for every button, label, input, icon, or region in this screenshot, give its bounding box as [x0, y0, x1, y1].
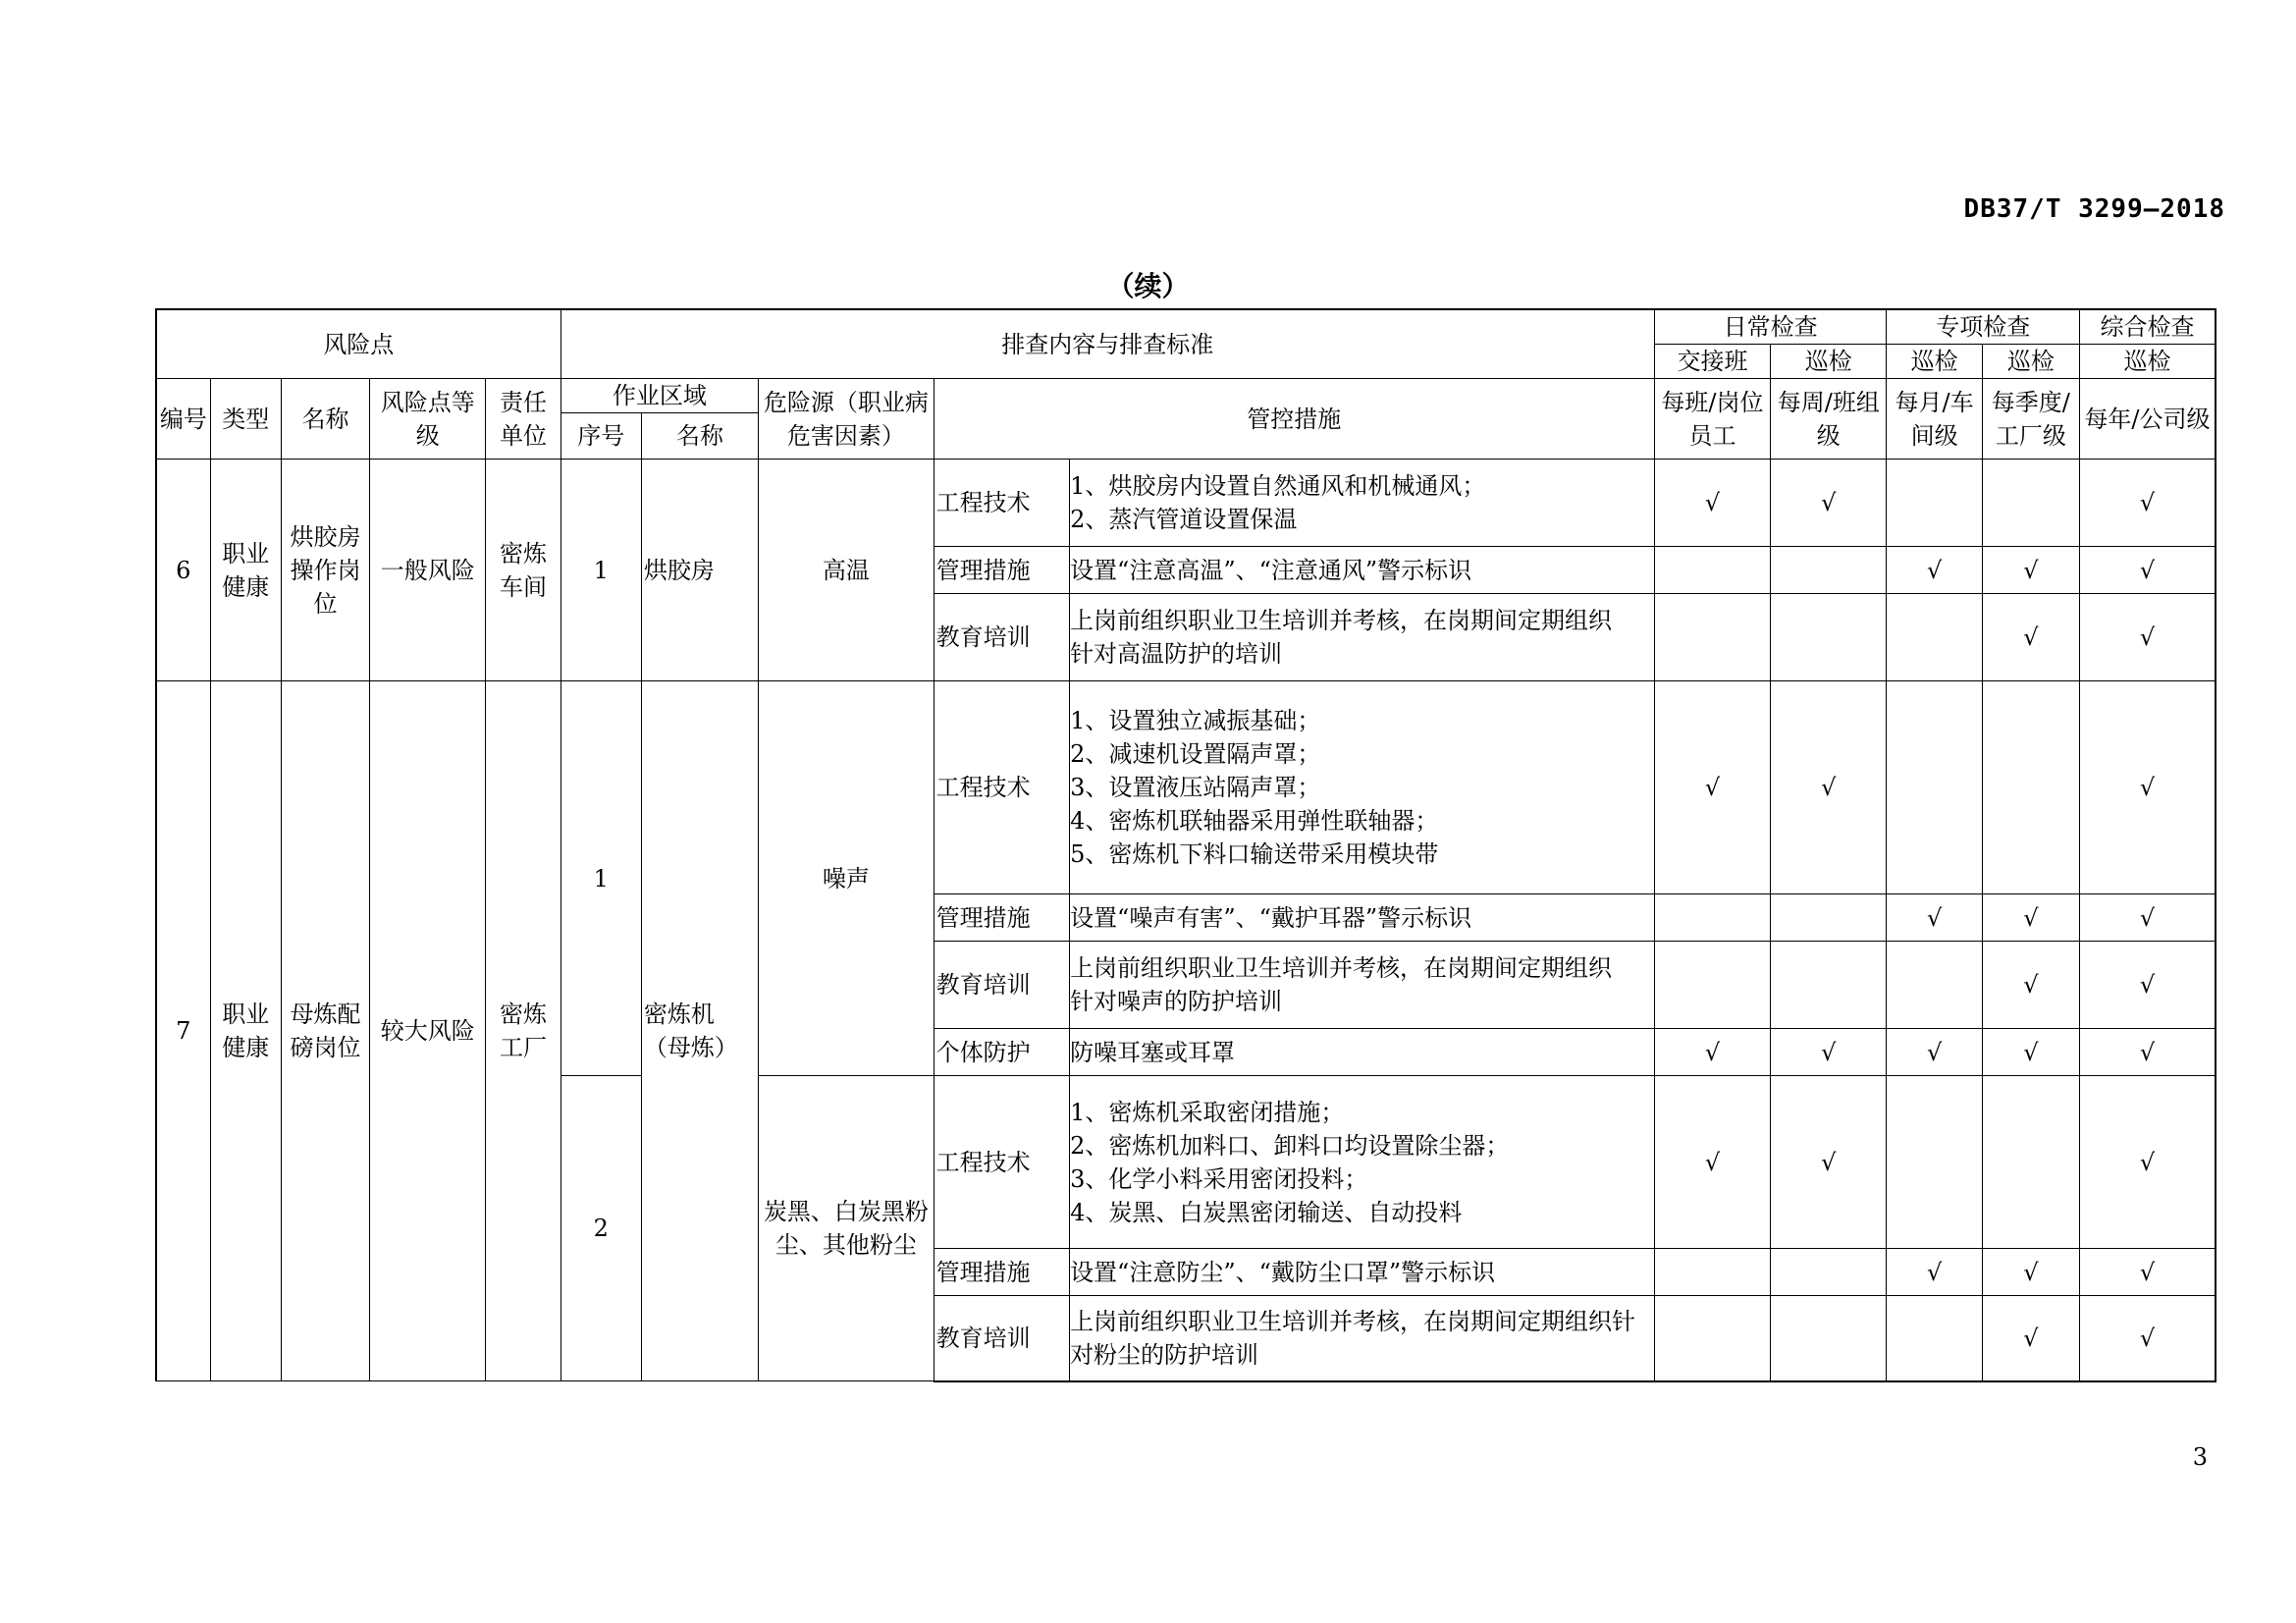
check-week	[1771, 894, 1887, 942]
measure-line: 1、烘胶房内设置自然通风和机械通风；	[1070, 472, 1486, 501]
measure-text	[1070, 460, 1655, 547]
check-month	[1887, 1076, 1982, 1249]
measure-category: 管理措施	[934, 547, 1069, 594]
daily-check-header: 日常检查	[1654, 309, 1887, 345]
col-no-header: 编号	[156, 379, 210, 460]
col-hazard-header: 危险源（职业病危害因素）	[759, 379, 934, 460]
measure-line: 上岗前组织职业卫生培训并考核，在岗期间定期组织	[1070, 954, 1613, 983]
check-year: √	[2079, 894, 2216, 942]
check-year: √	[2079, 1029, 2216, 1076]
check-shift	[1654, 894, 1770, 942]
row6-seq: 1	[561, 460, 641, 681]
check-week: √	[1771, 1029, 1887, 1076]
check-quarter: √	[1982, 1249, 2079, 1296]
col-seq-header: 序号	[561, 413, 641, 460]
measure-text	[1070, 942, 1655, 1029]
measure-text	[1070, 547, 1655, 594]
check-year: √	[2079, 681, 2216, 894]
row7-area-name: 密炼机（母炼）	[641, 681, 758, 1381]
check-week	[1771, 1296, 1887, 1381]
col-level-header: 风险点等级	[370, 379, 486, 460]
col-freq-month-header: 每月/车间级	[1887, 379, 1982, 460]
check-month: √	[1887, 1249, 1982, 1296]
col-name-header: 名称	[281, 379, 369, 460]
risk-point-group-header: 风险点	[156, 309, 561, 379]
row6-type: 职业健康	[210, 460, 281, 681]
check-year: √	[2079, 942, 2216, 1029]
measure-line: 3、化学小料采用密闭投料；	[1070, 1164, 1368, 1193]
row7-type: 职业健康	[210, 681, 281, 1381]
check-quarter	[1982, 460, 2079, 547]
measure-line: 1、密炼机采取密闭措施；	[1070, 1098, 1345, 1126]
measure-line: 设置“噪声有害”、“戴护耳器”警示标识	[1070, 903, 1472, 932]
content-group-header: 排查内容与排查标准	[561, 309, 1654, 379]
measure-line: 2、蒸汽管道设置保温	[1070, 506, 1298, 534]
check-year: √	[2079, 460, 2216, 547]
check-week: √	[1771, 1076, 1887, 1249]
check-month: √	[1887, 547, 1982, 594]
check-year: √	[2079, 594, 2216, 681]
measure-line: 上岗前组织职业卫生培训并考核，在岗期间定期组织针	[1070, 1307, 1636, 1335]
patrol-comprehensive-header: 巡检	[2079, 345, 2216, 379]
check-shift	[1654, 942, 1770, 1029]
measure-text	[1070, 894, 1655, 942]
patrol-special-2-header: 巡检	[1982, 345, 2079, 379]
row7-hazard-2: 炭黑、白炭黑粉尘、其他粉尘	[759, 1076, 934, 1381]
measure-line: 对粉尘的防护培训	[1070, 1340, 1259, 1369]
standard-code: DB37/T 3299—2018	[1963, 194, 2225, 224]
check-month: √	[1887, 894, 1982, 942]
row7-seq-1: 1	[561, 681, 641, 1076]
row6-area-name: 烘胶房	[641, 460, 758, 681]
check-quarter	[1982, 681, 2079, 894]
patrol-special-1-header: 巡检	[1887, 345, 1982, 379]
row6-unit: 密炼车间	[486, 460, 561, 681]
work-area-header: 作业区域	[561, 379, 759, 413]
measure-category: 管理措施	[934, 894, 1069, 942]
row6-hazard: 高温	[759, 460, 934, 681]
check-quarter: √	[1982, 594, 2079, 681]
measure-category: 教育培训	[934, 594, 1069, 681]
check-shift	[1654, 594, 1770, 681]
check-shift	[1654, 1249, 1770, 1296]
header-row-1	[156, 309, 2216, 345]
row6-level: 一般风险	[370, 460, 486, 681]
measure-line: 防噪耳塞或耳罩	[1070, 1038, 1236, 1066]
check-month	[1887, 1296, 1982, 1381]
measure-text	[1070, 1076, 1655, 1249]
special-check-header: 专项检查	[1887, 309, 2080, 345]
measure-line: 2、密炼机加料口、卸料口均设置除尘器；	[1070, 1131, 1510, 1160]
measure-line: 5、密炼机下料口输送带采用模块带	[1070, 840, 1439, 869]
check-shift: √	[1654, 460, 1770, 547]
check-month: √	[1887, 1029, 1982, 1076]
col-area-name-header: 名称	[641, 413, 758, 460]
check-shift: √	[1654, 1076, 1770, 1249]
measure-line: 4、密炼机联轴器采用弹性联轴器；	[1070, 807, 1439, 836]
check-month	[1887, 942, 1982, 1029]
measure-line: 2、减速机设置隔声罩；	[1070, 740, 1321, 769]
check-shift: √	[1654, 681, 1770, 894]
handover-header: 交接班	[1654, 345, 1770, 379]
row7-name: 母炼配磅岗位	[281, 681, 369, 1381]
measure-line: 针对噪声的防护培训	[1070, 988, 1283, 1016]
row6-name: 烘胶房操作岗位	[281, 460, 369, 681]
measure-text	[1070, 1029, 1655, 1076]
check-shift	[1654, 547, 1770, 594]
row7-unit: 密炼工厂	[486, 681, 561, 1381]
col-freq-shift-header: 每班/岗位员工	[1654, 379, 1770, 460]
col-freq-week-header: 每周/班组级	[1771, 379, 1887, 460]
col-measures-header: 管控措施	[934, 379, 1654, 460]
check-week	[1771, 1249, 1887, 1296]
row7-no: 7	[156, 681, 210, 1381]
col-freq-year-header: 每年/公司级	[2079, 379, 2216, 460]
table-caption: （续）	[1106, 270, 1190, 302]
comprehensive-check-header: 综合检查	[2079, 309, 2216, 345]
measure-category: 工程技术	[934, 460, 1069, 547]
measure-text	[1070, 594, 1655, 681]
row7-hazard-1: 噪声	[759, 681, 934, 1076]
row7-seq-2: 2	[561, 1076, 641, 1381]
measure-line: 1、设置独立减振基础；	[1070, 707, 1321, 735]
check-month	[1887, 460, 1982, 547]
col-freq-quarter-header: 每季度/工厂级	[1982, 379, 2079, 460]
check-shift	[1654, 1296, 1770, 1381]
check-quarter	[1982, 1076, 2079, 1249]
check-quarter: √	[1982, 1296, 2079, 1381]
table-row	[156, 460, 2216, 547]
measure-line: 3、设置液压站隔声罩；	[1070, 774, 1321, 802]
check-year: √	[2079, 1076, 2216, 1249]
measure-category: 工程技术	[934, 681, 1069, 894]
measure-line: 4、炭黑、白炭黑密闭输送、自动投料	[1070, 1198, 1463, 1226]
measure-line: 设置“注意防尘”、“戴防尘口罩”警示标识	[1070, 1258, 1496, 1286]
check-year: √	[2079, 547, 2216, 594]
check-shift: √	[1654, 1029, 1770, 1076]
check-month	[1887, 681, 1982, 894]
measure-category: 教育培训	[934, 942, 1069, 1029]
check-year: √	[2079, 1296, 2216, 1381]
measure-category: 教育培训	[934, 1296, 1069, 1381]
measure-line: 上岗前组织职业卫生培训并考核，在岗期间定期组织	[1070, 607, 1613, 635]
measure-line: 针对高温防护的培训	[1070, 640, 1283, 669]
measure-text	[1070, 681, 1655, 894]
check-year: √	[2079, 1249, 2216, 1296]
risk-check-table	[155, 308, 2216, 1382]
patrol-daily-header: 巡检	[1771, 345, 1887, 379]
check-quarter: √	[1982, 547, 2079, 594]
table-row	[156, 681, 2216, 894]
row6-no: 6	[156, 460, 210, 681]
measure-line: 设置“注意高温”、“注意通风”警示标识	[1070, 556, 1472, 584]
measure-text	[1070, 1249, 1655, 1296]
col-unit-header: 责任单位	[486, 379, 561, 460]
check-week	[1771, 547, 1887, 594]
measure-text	[1070, 1296, 1655, 1381]
page-number: 3	[2192, 1443, 2208, 1471]
measure-category: 个体防护	[934, 1029, 1069, 1076]
check-quarter: √	[1982, 942, 2079, 1029]
check-quarter: √	[1982, 894, 2079, 942]
check-week: √	[1771, 460, 1887, 547]
check-week	[1771, 942, 1887, 1029]
check-week	[1771, 594, 1887, 681]
header-row-3	[156, 379, 2216, 413]
measure-category: 管理措施	[934, 1249, 1069, 1296]
row7-level: 较大风险	[370, 681, 486, 1381]
col-type-header: 类型	[210, 379, 281, 460]
check-quarter: √	[1982, 1029, 2079, 1076]
measure-category: 工程技术	[934, 1076, 1069, 1249]
check-month	[1887, 594, 1982, 681]
check-week: √	[1771, 681, 1887, 894]
